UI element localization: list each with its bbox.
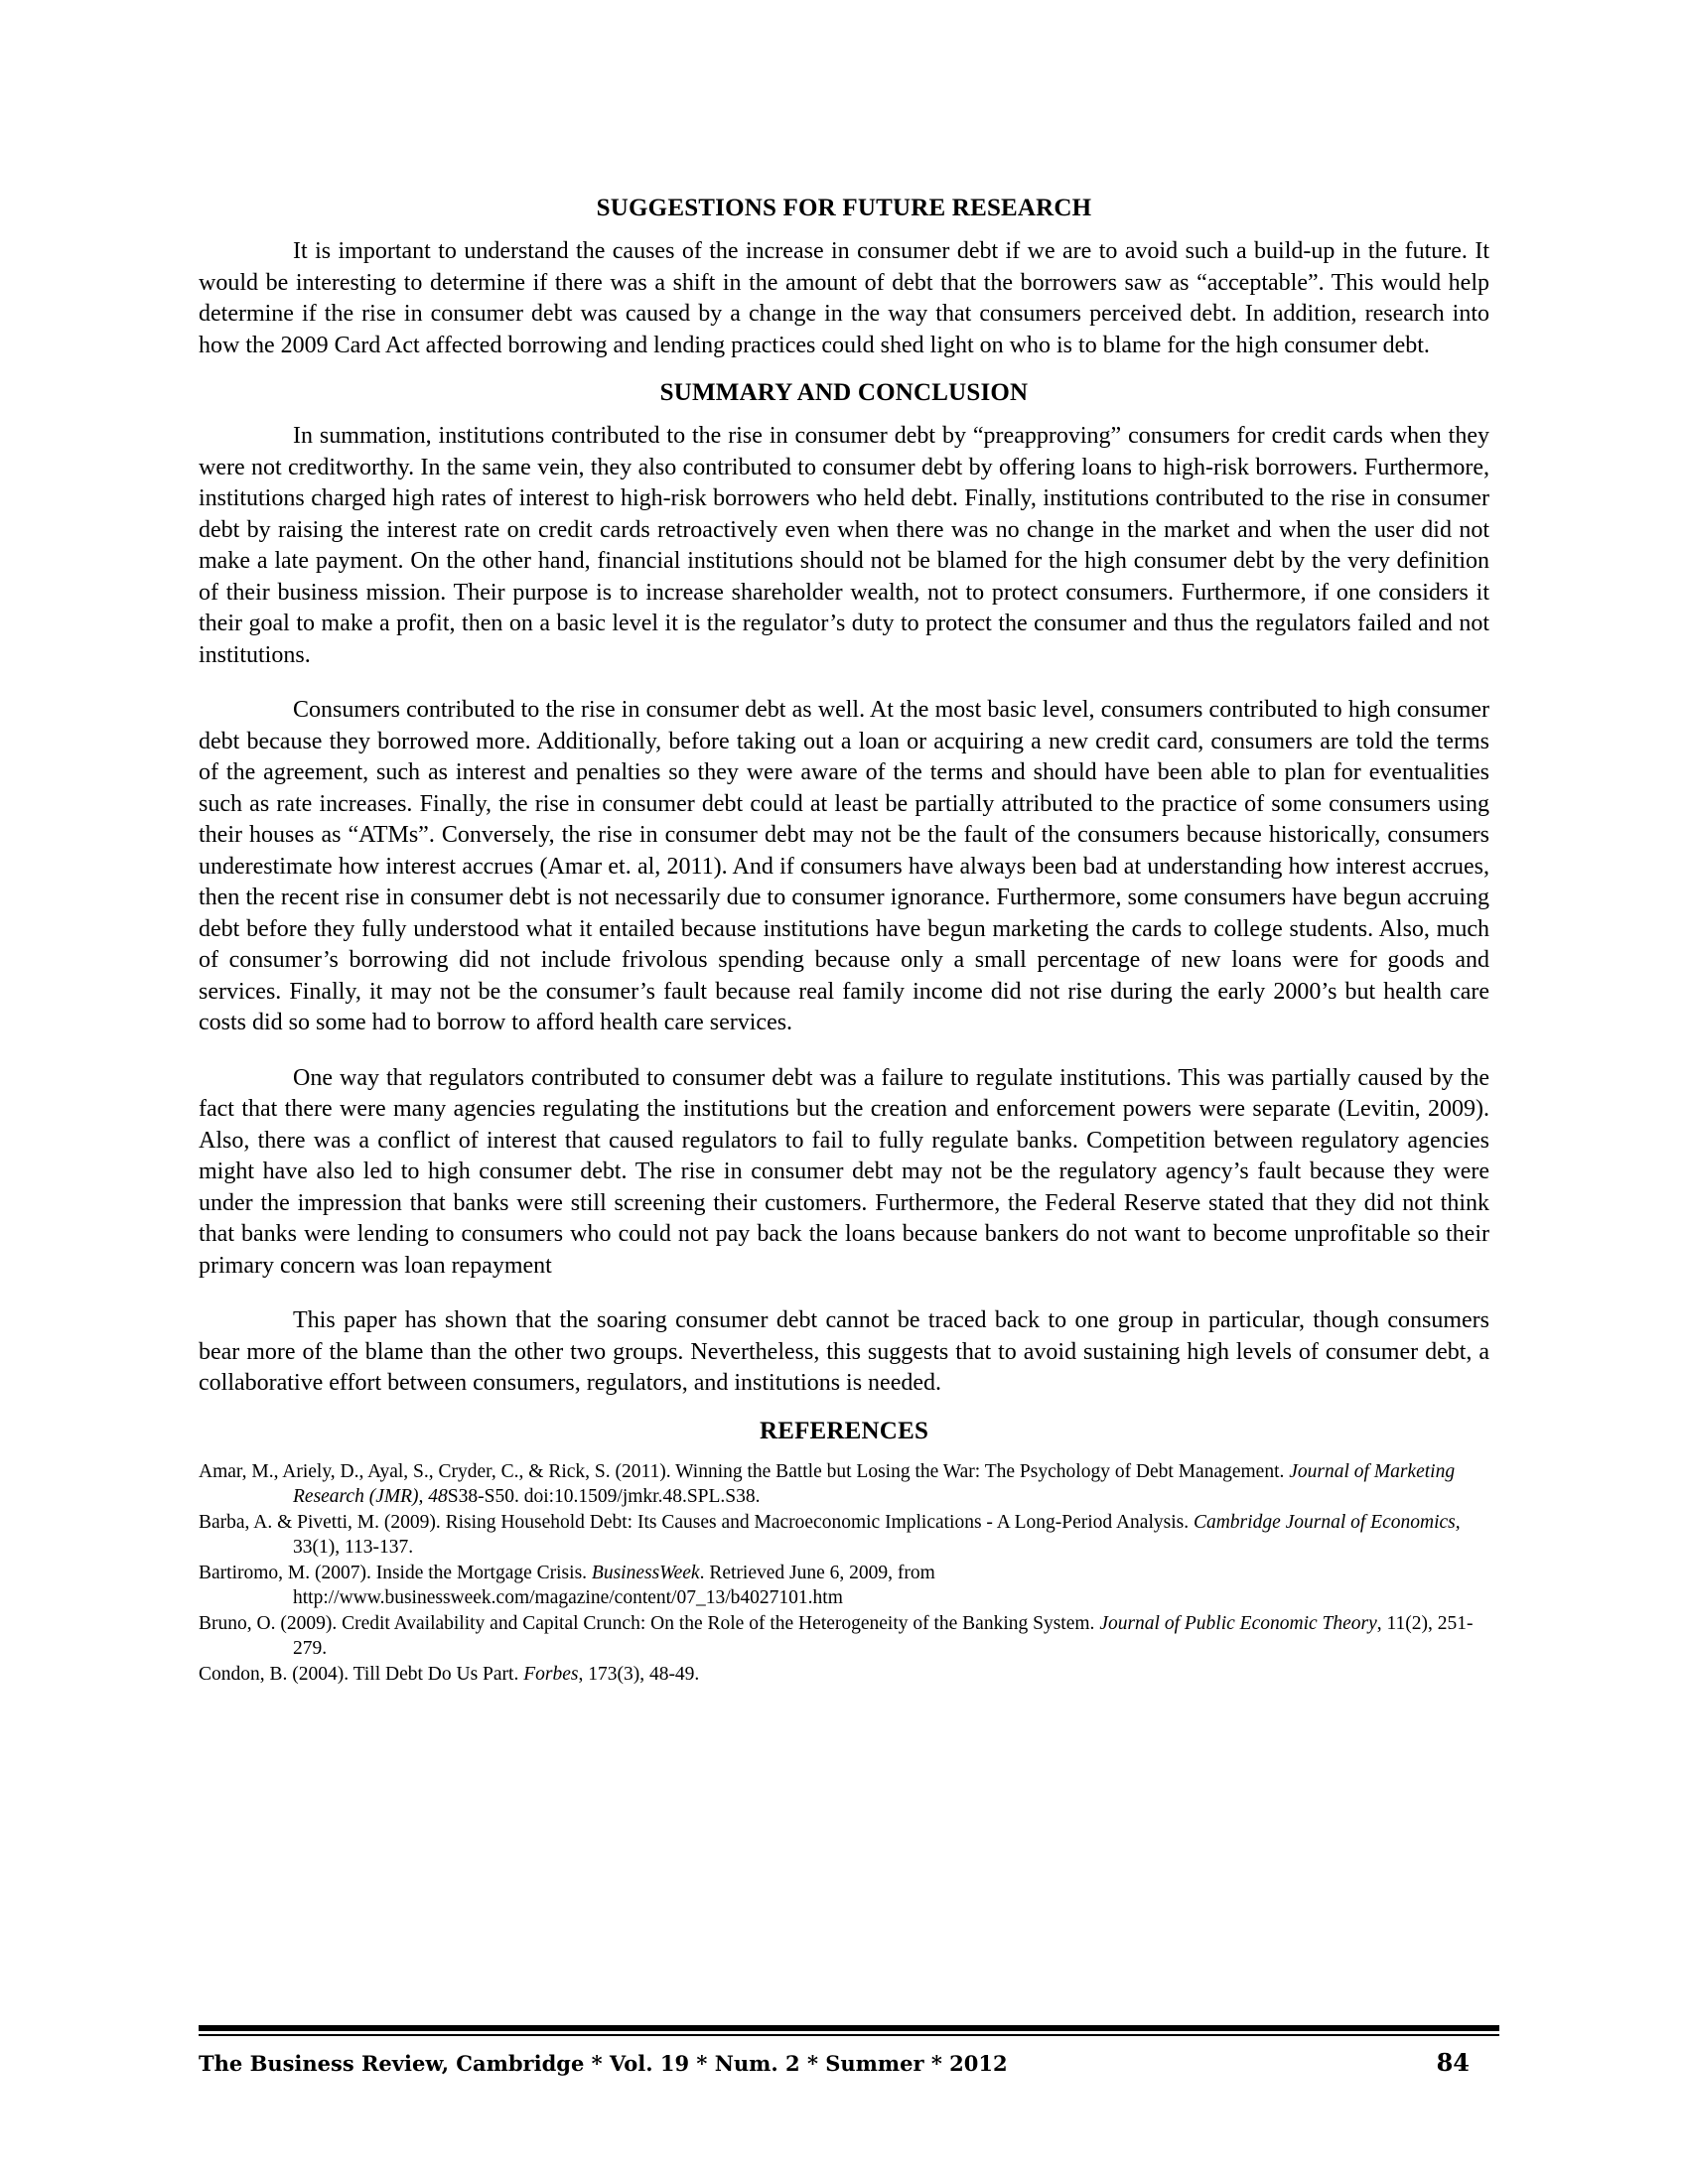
reference-item: Bruno, O. (2009). Credit Availability and Capital Crunch: On the Role of the Heterogeneity of the Banking System. Journal of Public Economic Theory, 11(2), 251-279.: [199, 1612, 1474, 1659]
paragraph: In summation, institutions contributed to the rise in consumer debt by “preapproving” consumers for credit cards when they were not creditworthy. In the same vein, they also contributed to consumer debt by offering loans to high-risk borrowers. Furthermore, institutions charged high rates of interest to high-risk borrowers who held debt. Finally, institutions contributed to the rise in consumer debt by raising the interest rate on credit cards retroactively even when there was no change in the market and when the user did not make a late payment. On the other hand, financial institutions should not be blamed for the high consumer debt by the very definition of their business mission. Their purpose is to increase shareholder wealth, not to protect consumers. Furthermore, if one considers it their goal to make a profit, then on a basic level it is the regulator’s duty to protect the consumer and thus the regulators failed and not institutions.: [199, 423, 1489, 668]
page-number: 84: [1436, 2048, 1470, 2077]
section-heading-future-research: SUGGESTIONS FOR FUTURE RESEARCH: [596, 195, 1092, 221]
section-heading-summary-conclusion: SUMMARY AND CONCLUSION: [659, 379, 1029, 406]
reference-item: Condon, B. (2004). Till Debt Do Us Part. Forbes, 173(3), 48-49.: [199, 1663, 700, 1685]
references-heading: REFERENCES: [759, 1417, 929, 1444]
reference-url: http://www.businessweek.com/magazine/content/07_13/b4027101.htm: [293, 1586, 843, 1608]
paragraph: This paper has shown that the soaring consumer debt cannot be traced back to one group in particular, though consumers bear more of the blame than the other two groups. Nevertheless, this suggests that to avoid sustaining high levels of consumer debt, a collaborative effort between consumers, regulators, and institutions is needed.: [199, 1307, 1489, 1396]
reference-item: Amar, M., Ariely, D., Ayal, S., Cryder, C., & Rick, S. (2011). Winning the Battle but Losing the War: The Psychology of Debt Management. Journal of Marketing Research (JMR), 48S38-S50. doi:10.1509/jmkr.48.SPL.S38.: [199, 1460, 1456, 1507]
reference-item: Bartiromo, M. (2007). Inside the Mortgage Crisis. BusinessWeek. Retrieved June 6, 2009, from http://www.businessweek.com/magazine/content/07_13/b4027101.htm: [199, 1561, 1489, 1610]
footer-rule: [199, 2025, 1499, 2031]
article-body: [199, 195, 1489, 1688]
reference-item: Barba, A. & Pivetti, M. (2009). Rising Household Debt: Its Causes and Macroeconomic Implications - A Long-Period Analysis. Cambridge Journal of Economics, 33(1), 113-137.: [199, 1511, 1461, 1558]
paragraph: One way that regulators contributed to consumer debt was a failure to regulate institutions. This was partially caused by the fact that there were many agencies regulating the institutions but the creation and enforcement powers were separate (Levitin, 2009). Also, there was a conflict of interest that caused regulators to fail to fully regulate banks. Competition between regulatory agencies might have also led to high consumer debt. The rise in consumer debt may not be the regulatory agency’s fault because they were under the impression that banks were still screening their customers. Furthermore, the Federal Reserve stated that they did not think that banks were lending to consumers who could not pay back the loans because bankers do not want to become unprofitable so their primary concern was loan repayment: [199, 1064, 1489, 1279]
footer-rule: [199, 2034, 1499, 2036]
paragraph: It is important to understand the causes of the increase in consumer debt if we are to avoid such a build-up in the future. It would be interesting to determine if there was a shift in the amount of debt that the borrowers saw as “acceptable”. This would help determine if the rise in consumer debt was caused by a change in the way that consumers perceived debt. In addition, research into how the 2009 Card Act affected borrowing and lending practices could shed light on who is to blame for the high consumer debt.: [199, 238, 1489, 358]
paragraph: Consumers contributed to the rise in consumer debt as well. At the most basic level, consumers contributed to high consumer debt because they borrowed more. Additionally, before taking out a loan or acquiring a new credit card, consumers are told the terms of the agreement, such as interest and penalties so they were aware of the terms and should have been able to plan for eventualities such as rate increases. Finally, the rise in consumer debt could at least be partially attributed to the practice of some consumers using their houses as “ATMs”. Conversely, the rise in consumer debt may not be the fault of the consumers because historically, consumers underestimate how interest accrues (Amar et. al, 2011). And if consumers have always been bad at understanding how interest accrues, then the recent rise in consumer debt is not necessarily due to consumer ignorance. Furthermore, some consumers have begun accruing debt before they fully understood what it entailed because institutions have begun marketing the cards to college students. Also, much of consumer’s borrowing did not include frivolous spending because only a small percentage of new loans were for goods and services. Finally, it may not be the consumer’s fault because real family income did not rise during the early 2000’s but health care costs did so some had to borrow to afford health care services.: [199, 697, 1489, 1035]
page-footer: [199, 2025, 1499, 2077]
references-list: [199, 1459, 1489, 1687]
journal-citation: The Business Review, Cambridge * Vol. 19 * Num. 2 * Summer * 2012: [199, 2051, 1008, 2076]
